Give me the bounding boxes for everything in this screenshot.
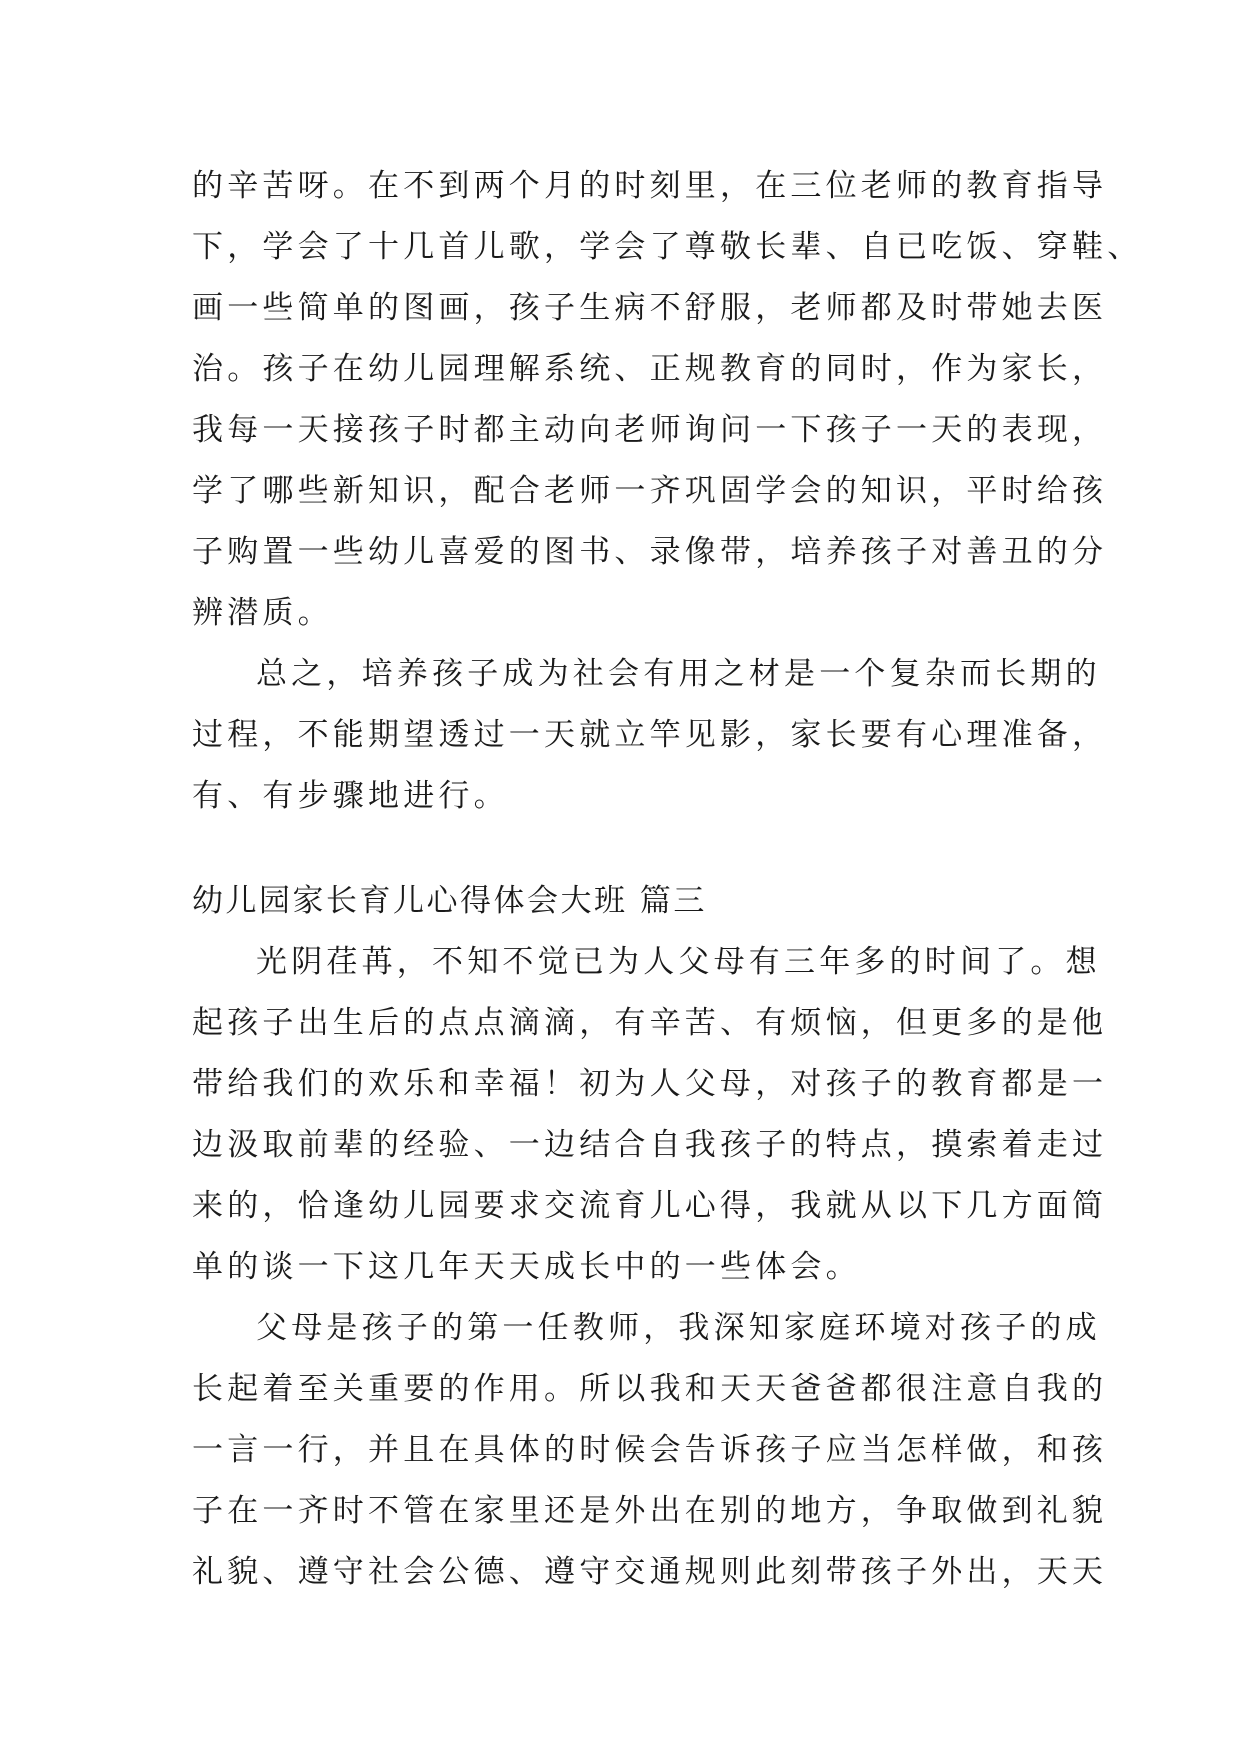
text-line: 治。孩子在幼儿园理解系统、正规教育的同时，作为家长， [192, 351, 1108, 387]
text-line: 画一些简单的图画，孩子生病不舒服，老师都及时带她去医 [192, 290, 1108, 326]
text-line: 起孩子出生后的点点滴滴，有辛苦、有烦恼，但更多的是他 [192, 1005, 1108, 1041]
text-line: 单的谈一下这几年天天成长中的一些体会。 [192, 1249, 861, 1285]
section-heading: 幼儿园家长育儿心得体会大班 篇三 [192, 883, 707, 919]
text-line: 学了哪些新知识，配合老师一齐巩固学会的知识，平时给孩 [192, 473, 1108, 509]
text-line: 辨潜质。 [192, 595, 333, 631]
text-line: 礼貌、遵守社会公德、遵守交通规则此刻带孩子外出，天天 [192, 1554, 1108, 1590]
text-line: 子购置一些幼儿喜爱的图书、录像带，培养孩子对善丑的分 [192, 534, 1108, 570]
text-line: 子在一齐时不管在家里还是外出在别的地方，争取做到礼貌 [192, 1493, 1108, 1529]
text-line: 下，学会了十几首儿歌，学会了尊敬长辈、自已吃饭、穿鞋、 [192, 229, 1143, 265]
text-line: 边汲取前辈的经验、一边结合自我孩子的特点，摸索着走过 [192, 1127, 1108, 1163]
text-line: 有、有步骤地进行。 [192, 778, 509, 814]
text-line: 过程，不能期望透过一天就立竿见影，家长要有心理准备， [192, 717, 1108, 753]
text-line: 的辛苦呀。在不到两个月的时刻里，在三位老师的教育指导 [192, 168, 1108, 204]
paragraph-start-line: 父母是孩子的第一任教师，我深知家庭环境对孩子的成 [256, 1310, 1101, 1346]
paragraph-start-line: 光阴荏苒，不知不觉已为人父母有三年多的时间了。想 [256, 944, 1101, 980]
text-line: 来的，恰逢幼儿园要求交流育儿心得，我就从以下几方面简 [192, 1188, 1108, 1224]
text-line: 长起着至关重要的作用。所以我和天天爸爸都很注意自我的 [192, 1371, 1108, 1407]
text-line: 带给我们的欢乐和幸福！初为人父母，对孩子的教育都是一 [192, 1066, 1108, 1102]
paragraph-start-line: 总之，培养孩子成为社会有用之材是一个复杂而长期的 [256, 656, 1101, 692]
text-line: 我每一天接孩子时都主动向老师询问一下孩子一天的表现， [192, 412, 1108, 448]
text-line: 一言一行，并且在具体的时候会告诉孩子应当怎样做，和孩 [192, 1432, 1108, 1468]
